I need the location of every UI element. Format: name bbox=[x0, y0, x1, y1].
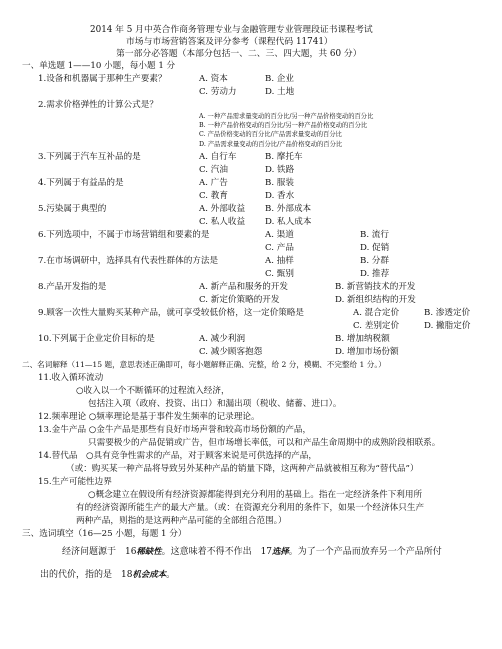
q6-option-b: B. 流行 bbox=[360, 230, 389, 240]
fill-line-1-text-b: 。这意味着不得不作出 17 bbox=[161, 547, 273, 557]
q4-option-d: D. 香水 bbox=[265, 191, 295, 201]
q4-option-a: A. 广告 bbox=[199, 178, 228, 188]
q6-option-d: D. 促销 bbox=[360, 243, 390, 253]
fill-line-2-text-b: 。 bbox=[165, 570, 175, 580]
q3-option-d: D. 铁路 bbox=[265, 165, 295, 175]
answer-17: 选择 bbox=[272, 546, 289, 556]
term-14-line2: （或：购买某一种产品将导致另外某种产品的销量下降，这两种产品就被相互称为“替代品”） bbox=[66, 464, 419, 474]
answer-16: 稀缺性 bbox=[136, 546, 162, 556]
question-5-stem: 5.污染属于典型的 bbox=[38, 204, 107, 214]
q6-option-a: A. 渠道 bbox=[265, 230, 294, 240]
answer-18: 机会成本 bbox=[132, 569, 166, 579]
question-3-stem: 3.下列属于汽车互补品的是 bbox=[38, 152, 141, 162]
q2-option-a: A. 一种产品需求量变动的百分比/另一种产品价格变动的百分比 bbox=[199, 113, 374, 120]
q1-option-b: B. 企业 bbox=[265, 74, 294, 84]
q7-option-c: C. 甄别 bbox=[265, 269, 294, 279]
term-15: 15.生产可能性边界 bbox=[38, 477, 112, 487]
question-2-stem: 2.需求价格弹性的计算公式是？ bbox=[38, 100, 158, 110]
q10-option-a: A. 减少利润 bbox=[199, 334, 246, 344]
q9-option-c: C. 差别定价 bbox=[353, 321, 400, 331]
q9-option-b: B. 渗透定价 bbox=[424, 308, 471, 318]
question-10-stem: 10.下列属于企业定价目标的是 bbox=[38, 334, 155, 344]
q4-option-c: C. 教育 bbox=[199, 191, 228, 201]
term-15-def-line2: 有的经济资源所能生产的最大产量。（或：在资源充分利用的条件下，如果一个经济体只生产 bbox=[76, 503, 425, 513]
exam-title: 2014 年 5 月中英合作商务管理专业与金融管理专业管理段证书课程考试 bbox=[90, 25, 373, 35]
term-11-def-line2: 包括注入项（政府、投资、出口）和漏出项（税收、储蓄、进口）。 bbox=[88, 399, 342, 409]
term-13-line1: 13.金牛产品 ○金牛产品是那些有良好市场声誉和较高市场份额的产品， bbox=[38, 425, 312, 435]
q1-option-a: A. 资本 bbox=[199, 74, 228, 84]
q9-option-a: A. 混合定价 bbox=[353, 308, 400, 318]
q7-option-b: B. 分群 bbox=[360, 256, 389, 266]
q6-option-c: C. 产品 bbox=[265, 243, 294, 253]
question-6-stem: 6.下列选项中，不属于市场营销组和要素的是 bbox=[38, 230, 210, 240]
term-15-def-line1: ○概念建立在假设所有经济资源都能得到充分利用的基础上。指在一定经济条件下利用所 bbox=[88, 490, 423, 500]
q10-option-b: B. 增加纳税额 bbox=[335, 334, 390, 344]
term-11: 11.收入循环流动 bbox=[38, 373, 104, 383]
term-11-def-line1: ○收入以一个不断循环的过程流入经济， bbox=[76, 386, 230, 396]
q7-option-d: D. 推荐 bbox=[360, 269, 390, 279]
q5-option-c: C. 私人收益 bbox=[199, 217, 246, 227]
question-9-stem: 9.顾客一次性大量购买某种产品，就可享受较低价格，这一定价策略是 bbox=[38, 308, 305, 318]
section-two-heading: 二、名词解释（11—15 题，意思表述正确即可，每小题解释正确、完整，给 2 分，模糊、不完整给 1 分。） bbox=[22, 360, 386, 369]
fill-line-1-text-a: 经济问题源于 16 bbox=[62, 547, 137, 557]
q8-option-c: C. 新定价策略的开发 bbox=[199, 295, 280, 305]
term-15-def-line3: 两种产品，则指的是这两种产品可能的全部组合范围。） bbox=[76, 516, 287, 526]
question-1-stem: 1.设备和机器属于那种生产要素？ bbox=[38, 74, 167, 84]
q8-option-d: D. 新组织结构的开发 bbox=[335, 295, 416, 305]
fill-line-2 bbox=[40, 570, 175, 580]
q1-option-c: C. 劳动力 bbox=[199, 87, 237, 97]
q8-option-b: B. 新营销技术的开发 bbox=[335, 282, 416, 292]
q3-option-c: C. 汽油 bbox=[199, 165, 228, 175]
term-13-line2: 只需要极少的产品促销或广告，但市场增长率低，可以和产品生命周期中的成熟阶段相联系。 bbox=[88, 438, 441, 448]
question-4-stem: 4.下列属于有益品的是 bbox=[38, 178, 124, 188]
term-12: 12.频率理论 ○频率理论是基于事件发生频率的记录理论。 bbox=[38, 412, 260, 422]
q1-option-d: D. 土地 bbox=[265, 87, 295, 97]
term-14-line1: 14.替代品 ○具有竞争性需求的产品，对于顾客来说是可供选择的产品， bbox=[38, 451, 317, 461]
q10-option-d: D. 增加市场份额 bbox=[335, 347, 399, 357]
fill-line-2-text-a: 出的代价，指的是 18 bbox=[40, 570, 133, 580]
q7-option-a: A. 抽样 bbox=[265, 256, 294, 266]
q3-option-b: B. 摩托车 bbox=[265, 152, 303, 162]
question-8-stem: 8.产品开发指的是 bbox=[38, 282, 107, 292]
q5-option-a: A. 外部收益 bbox=[199, 204, 246, 214]
q9-option-d: D. 撇脂定价 bbox=[424, 321, 471, 331]
part-one-heading: 第一部分必答题（本部分包括一、二、三、四大题，共 60 分） bbox=[116, 49, 362, 59]
q10-option-c: C. 减少顾客抱怨 bbox=[199, 347, 263, 357]
section-one-heading: 一、单选题 1——10 小题，每小题 1 分 bbox=[22, 61, 176, 71]
fill-line-1-text-c: 。为了一个产品而放弃另一个产品所付 bbox=[288, 547, 442, 557]
q2-option-d: D. 产品需求量变动的百分比/产品价格变动的百分比 bbox=[199, 141, 343, 148]
exam-subtitle: 市场与市场营销答案及评分参考（课程代码 11741） bbox=[126, 37, 333, 47]
q4-option-b: B. 服装 bbox=[265, 178, 294, 188]
question-7-stem: 7.在市场调研中，选择具有代表性群体的方法是 bbox=[38, 256, 219, 266]
q8-option-a: A. 新产品和服务的开发 bbox=[199, 282, 289, 292]
q2-option-b: B. 一种产品价格变动的百分比/另一种产品价格变动的百分比 bbox=[199, 122, 368, 129]
q2-option-c: C. 产品价格变动的百分比/产品需求量变动的百分比 bbox=[199, 131, 342, 138]
fill-line-1 bbox=[62, 547, 442, 557]
q3-option-a: A. 自行车 bbox=[199, 152, 237, 162]
q5-option-b: B. 外部成本 bbox=[265, 204, 312, 214]
q5-option-d: D. 私人成本 bbox=[265, 217, 312, 227]
section-three-heading: 三、选词填空（16—25 小题，每题 1 分） bbox=[22, 529, 187, 539]
